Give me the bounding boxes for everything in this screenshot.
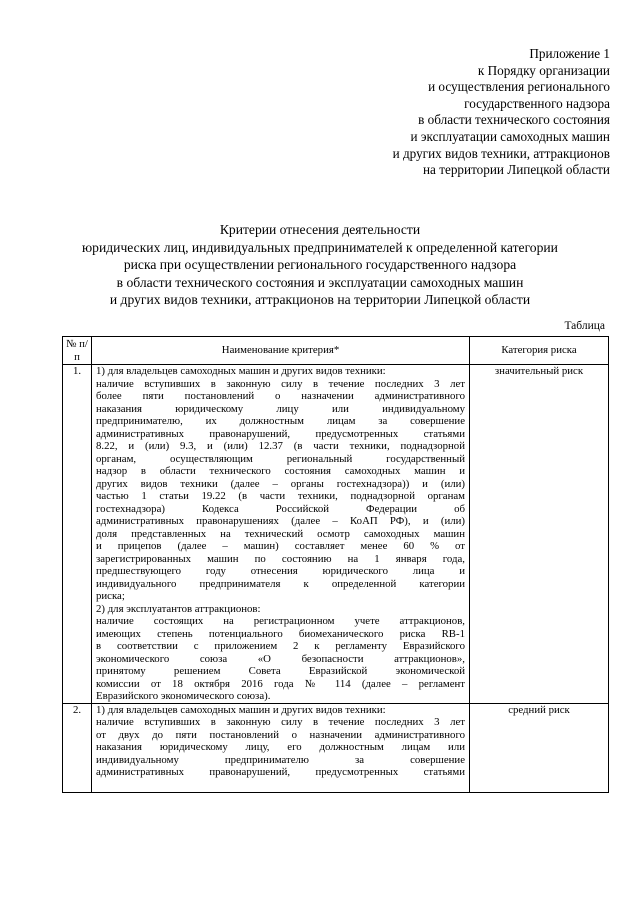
criterion-line: риска; bbox=[96, 590, 125, 602]
criterion-text bbox=[92, 703, 470, 792]
criterion-line: административных правонарушений, предусмотренных статьями bbox=[96, 427, 465, 440]
document-title bbox=[0, 221, 640, 309]
criterion-line: комиссии от 18 октября 2016 года № 114 (далее – регламент bbox=[96, 677, 465, 690]
header-risk-category: Категория риска bbox=[470, 337, 609, 365]
criteria-table bbox=[62, 336, 609, 793]
appendix-line: государственного надзора bbox=[464, 95, 610, 111]
criterion-line: других видов техники (далее – органы гостехнадзора)) и (или) bbox=[96, 477, 465, 490]
table-label: Таблица bbox=[564, 320, 605, 332]
row-number: 2. bbox=[63, 703, 92, 792]
risk-category: значительный риск bbox=[470, 365, 609, 704]
criterion-text bbox=[92, 365, 470, 704]
criterion-line: гостехнадзора) Кодекса Российской Федерации об bbox=[96, 502, 465, 515]
appendix-line: и осуществления регионального bbox=[428, 79, 610, 95]
header-number: № п/п bbox=[63, 337, 92, 365]
criterion-line: индивидуальному предпринимателю за совершение bbox=[96, 753, 465, 766]
criterion-line: в соответствии с приложением 2 к регламенту Евразийского bbox=[96, 640, 465, 652]
criterion-line: частью 1 статьи 19.22 (в части техники, поднадзорной органам bbox=[96, 490, 465, 502]
criterion-line: от двух до пяти постановлений о назначении административного bbox=[96, 728, 465, 741]
risk-category: средний риск bbox=[470, 703, 609, 792]
criterion-line: зарегистрированных машин по состоянию на 1 января года, bbox=[96, 552, 465, 565]
table-header-row bbox=[63, 337, 609, 365]
appendix-line: и эксплуатации самоходных машин bbox=[410, 128, 610, 144]
criterion-line: принятому решением Совета Евразийской экономической bbox=[96, 665, 465, 677]
criterion-line: органам, осуществляющим региональный государственный bbox=[96, 452, 465, 465]
criterion-line: административных правонарушений, предусмотренных статьями bbox=[96, 766, 465, 778]
title-line: юридических лиц, индивидуальных предпринимателей к определенной категории bbox=[82, 239, 558, 255]
header-criterion: Наименование критерия* bbox=[92, 337, 470, 365]
criterion-line: более пяти постановлений о назначении административного bbox=[96, 390, 465, 402]
appendix-header bbox=[393, 46, 610, 179]
criterion-line: наличие состоящих на регистрационном учете аттракционов, bbox=[96, 615, 465, 627]
criterion-line: имеющих степень потенциального биомеханического риска RB-1 bbox=[96, 627, 465, 640]
criterion-line: 2) для эксплуатантов аттракционов: bbox=[96, 602, 261, 615]
criterion-line: и прицепов (далее – машин) составляет менее 60 % от bbox=[96, 540, 465, 552]
appendix-line: к Порядку организации bbox=[477, 62, 610, 78]
criterion-line: 8.22, и (или) 9.3, и (или) 12.37 (в части техники, поднадзорной bbox=[96, 440, 465, 452]
row-number: 1. bbox=[63, 365, 92, 704]
criterion-line: наличие вступивших в законную силу в течение последних 3 лет bbox=[96, 716, 465, 728]
criterion-line: Евразийского экономического союза). bbox=[96, 690, 271, 702]
title-line: и других видов техники, аттракционов на территории Липецкой области bbox=[109, 292, 531, 308]
table-row bbox=[63, 365, 609, 704]
criterion-line: административных правонарушениях (далее – КоАП РФ), и (или) bbox=[96, 515, 465, 527]
appendix-line: и других видов техники, аттракционов bbox=[392, 145, 610, 161]
criterion-line: надзор в области технического состояния самоходных машин и bbox=[96, 465, 465, 477]
criterion-line: 1) для владельцев самоходных машин и других видов техники: bbox=[96, 365, 386, 377]
title-line: риска при осуществлении регионального государственного надзора bbox=[123, 257, 517, 273]
criterion-line: индивидуального предпринимателя к определенной категории bbox=[96, 577, 465, 590]
appendix-line: в области технического состояния bbox=[418, 112, 610, 128]
criterion-line: предшествующего году отнесения юридического лица и bbox=[96, 565, 465, 577]
criterion-line: 1) для владельцев самоходных машин и других видов техники: bbox=[96, 703, 386, 716]
criterion-line: наказания юридическому лицу или индивидуальному bbox=[96, 402, 465, 415]
title-line: Критерии отнесения деятельности bbox=[219, 222, 421, 237]
appendix-line: на территории Липецкой области bbox=[423, 162, 610, 178]
table-row bbox=[63, 703, 609, 792]
appendix-line: Приложение 1 bbox=[529, 46, 610, 61]
criterion-line: наличие вступивших в законную силу в течение последних 3 лет bbox=[96, 377, 465, 390]
criterion-line: экономического союза «О безопасности аттракционов», bbox=[96, 652, 465, 665]
criterion-line: наказания юридическому лицу, его должностным лицам или bbox=[96, 741, 465, 753]
criterion-line: доля представленных на технический осмотр самоходных машин bbox=[96, 527, 465, 540]
title-line: в области технического состояния и эксплуатации самоходных машин bbox=[116, 274, 524, 290]
criterion-line: предпринимателю, их должностным лицам за совершение bbox=[96, 415, 465, 427]
